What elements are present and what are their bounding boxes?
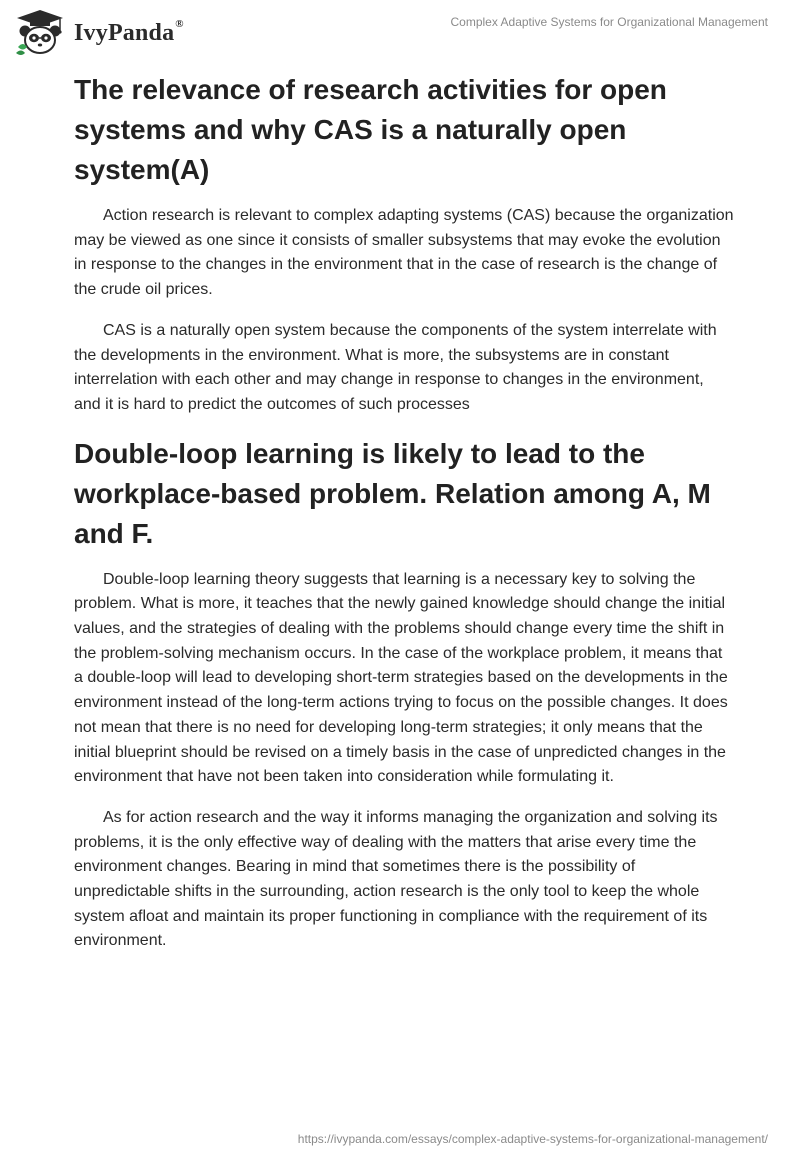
brand-name: IvyPanda®: [74, 17, 184, 46]
paragraph: CAS is a naturally open system because the components of the system interrelate with the developments in the environment. What is more, the subsystems are in constant interrelation with each other and may change in response to changes in the environment, and it is hard to predict the outcomes of such processes: [74, 321, 717, 413]
ivypanda-logo[interactable]: [14, 9, 184, 55]
paragraph: As for action research and the way it informs managing the organization and solving its problems, it is the only effective way of dealing with the matters that arise every time the environment changes. Bearing in mind that sometimes there is the possibility of unpredictable shifts in the surrounding, action research is the only tool to keep the whole system afloat and maintain its proper functioning in compliance with the requirement of its environment.: [74, 808, 718, 950]
paragraph: Double-loop learning theory suggests that learning is a necessary key to solving the problem. What is more, it teaches that the newly gained knowledge should change the initial values, and the strategies of dealing with the problems should change every time the shift in the problem-solving mechanism occurs. In the case of the workplace problem, it means that a double-loop will lead to developing short-term strategies based on the developments in the environment instead of the long-term actions trying to focus on the possible changes. It does not mean that there is no need for developing long-term strategies; it only means that the initial blueprint should be revised on a timely basis in the case of unpredicted changes in the environment that have not been taken into consideration while formulating it.: [74, 570, 728, 786]
registered-mark: ®: [175, 17, 184, 30]
source-url[interactable]: https://ivypanda.com/essays/complex-adaptive-systems-for-organizational-management/: [297, 1132, 768, 1146]
section-heading-2: Double-loop learning is likely to lead to the workplace-based problem. Relation among A, M and F.: [74, 437, 711, 549]
document-title: Complex Adaptive Systems for Organizational Management: [450, 15, 768, 29]
section-heading-1: The relevance of research activities for open systems and why CAS is a naturally open system(A): [74, 74, 667, 185]
panda-graduate-icon: [14, 9, 66, 55]
paragraph: Action research is relevant to complex adapting systems (CAS) because the organization may be viewed as one since it consists of smaller subsystems that may evoke the evolution in response to the changes in the environment that in the case of research is the change of the crude oil prices.: [74, 207, 734, 299]
essay-body: [74, 70, 734, 970]
page-header: [0, 0, 800, 64]
